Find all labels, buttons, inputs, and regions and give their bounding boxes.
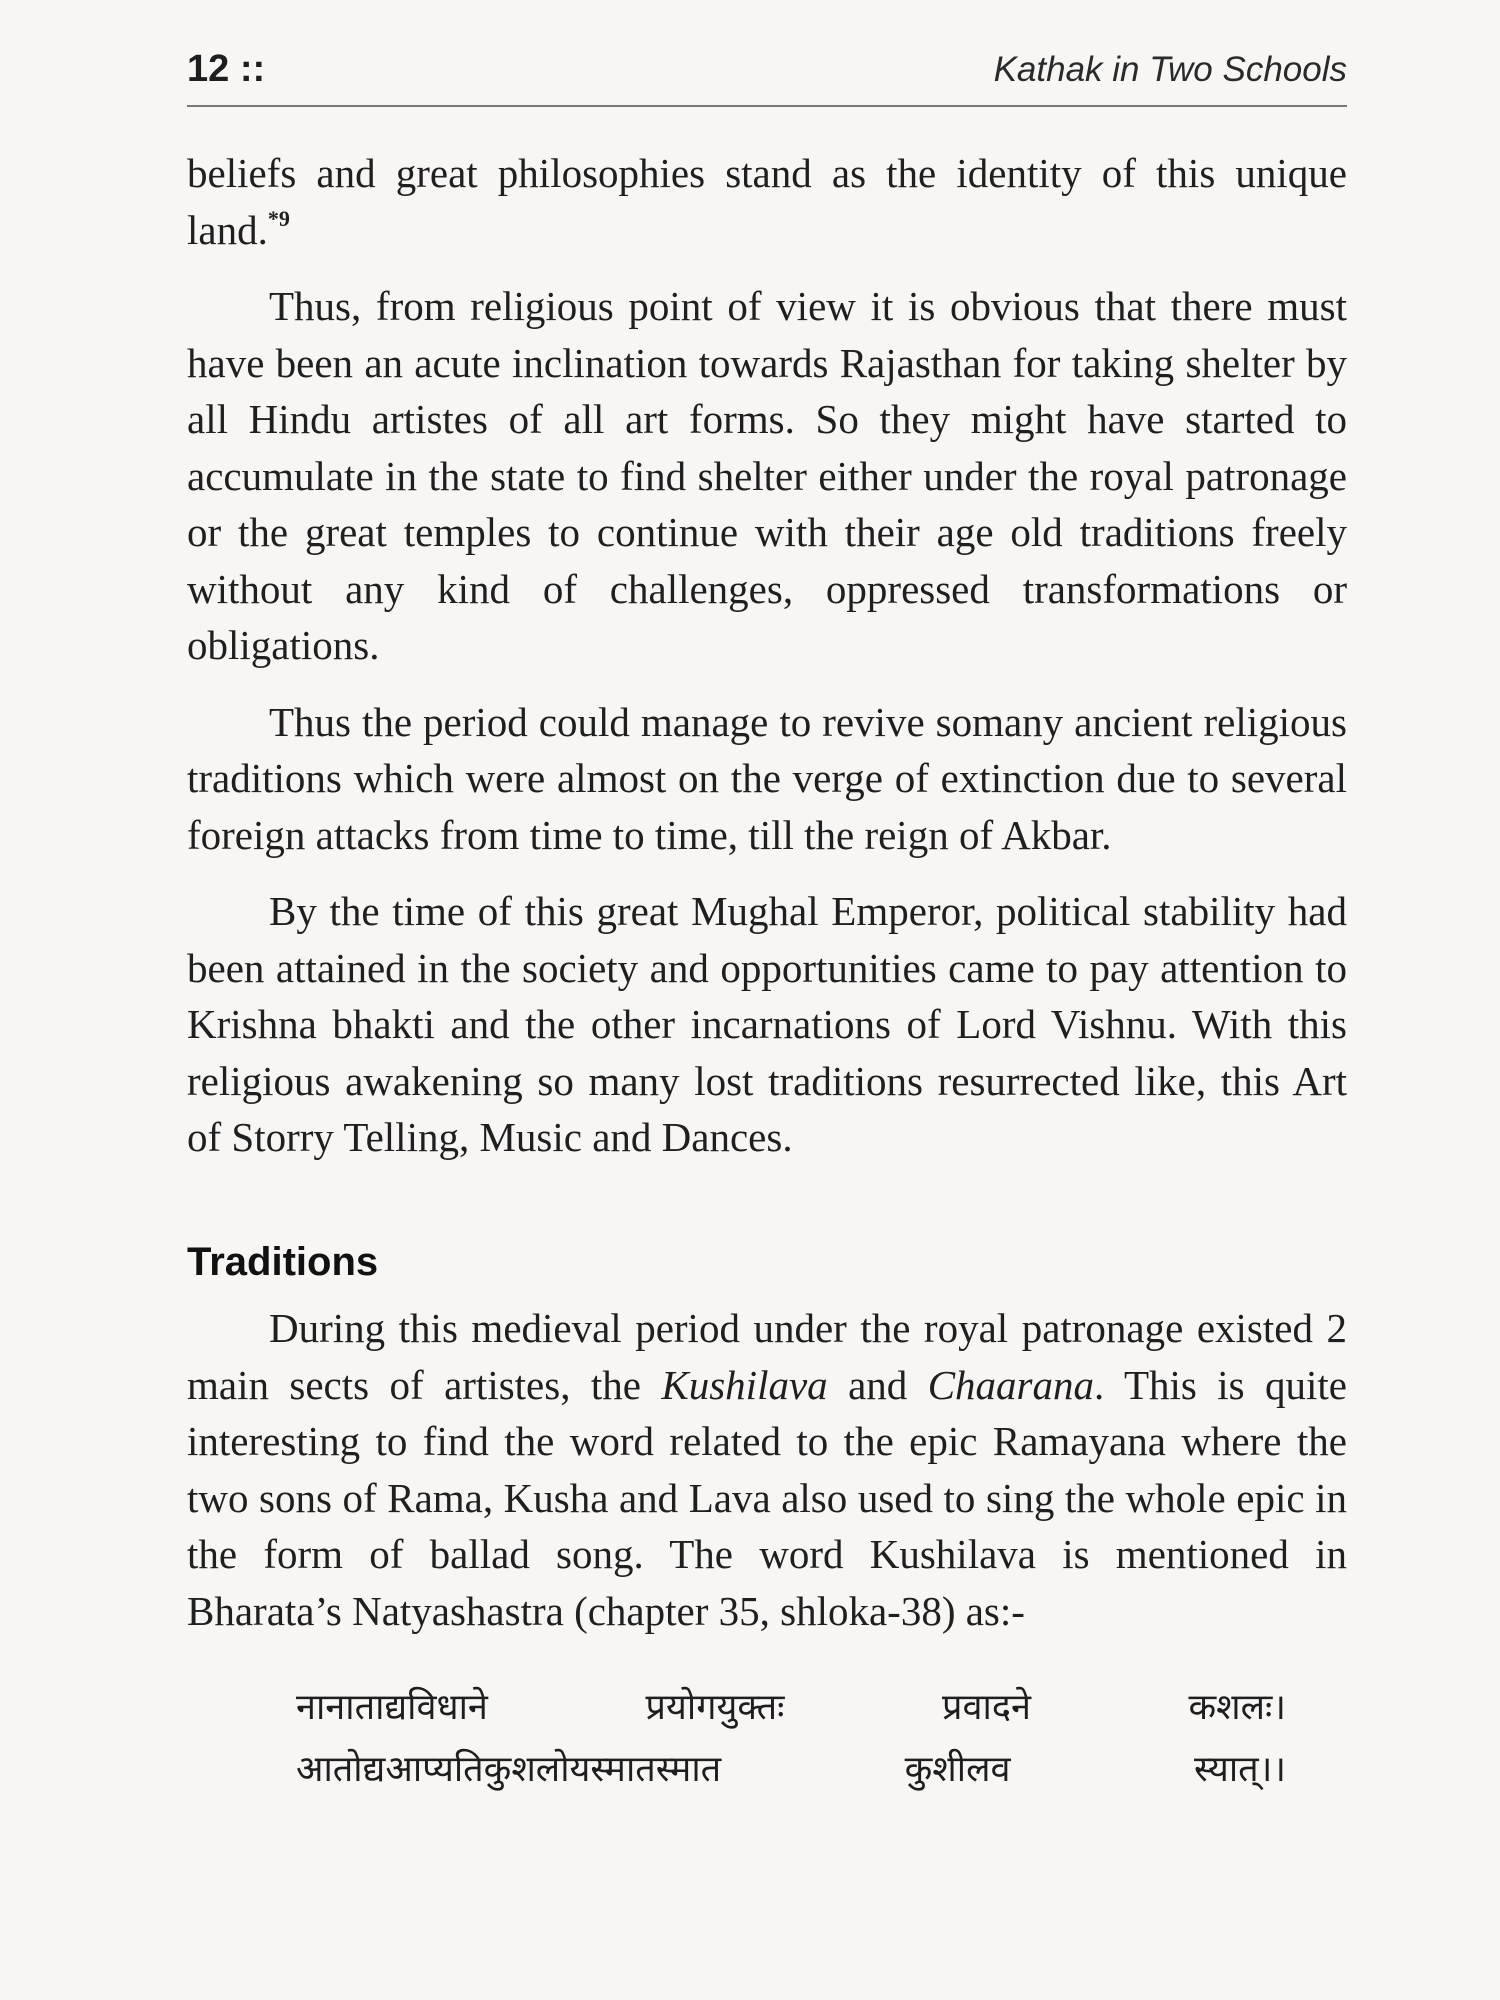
section-heading: Traditions xyxy=(187,1239,379,1284)
page-number: 12 :: xyxy=(187,48,266,90)
paragraph-2: Thus, from religious point of view it is obvious that there must have been an acute inclination towards Rajasthan for taking shelter by all Hindu artistes of all art forms. So they might have started to accumulate in the state to find shelter either under the royal patronage or the great temples to continue with their age old traditions freely without any kind of challenges, oppressed transformations or obligations. xyxy=(187,283,1347,668)
term-chaarana: Chaarana xyxy=(927,1361,1095,1408)
page-header xyxy=(187,38,1347,98)
sanskrit-verse xyxy=(296,1677,1347,1801)
running-title: Kathak in Two Schools xyxy=(993,50,1347,89)
paragraph-1: beliefs and great philosophies stand as the identity of this unique land.$^{*9}$ xyxy=(187,150,1347,253)
footnote-marker: *9 xyxy=(267,205,290,231)
verse-word: कशलः। xyxy=(1188,1687,1286,1728)
header-rule xyxy=(187,105,1347,107)
term-kushilava: Kushilava xyxy=(661,1361,828,1408)
verse-word: नानाताद्यविधाने xyxy=(296,1687,488,1728)
verse-word: प्रवादने xyxy=(942,1687,1031,1728)
paragraph-4: By the time of this great Mughal Emperor, political stability had been attained in the society and opportunities came to pay attention to Krishna bhakti and the other incarnations of Lord Vishnu. With this religious awakening so many lost traditions resurrected like, this Art of Storry Telling, Music and Dances. xyxy=(187,888,1347,1160)
verse-word: कुशीलव xyxy=(904,1749,1011,1790)
paragraph-3: Thus the period could manage to revive somany ancient religious traditions which were almost on the verge of extinction due to several foreign attacks from time to time, till the reign of Akbar. xyxy=(187,698,1347,858)
paragraph-5: During this medieval period under the royal patronage existed 2 main sects of artistes, the Kushilava and Chaarana. This is quite interesting to find the word related to the epic Ramayana where the two sons of Rama, Kusha and Lava also used to sing the whole epic in the form of ballad song. The word Kushilava is mentioned in Bharata’s Natyashastra (chapter 35, shloka-38) as:- xyxy=(187,1305,1347,1634)
verse-line-1 xyxy=(296,1677,1286,1739)
verse-word: आतोद्यआप्यतिकुशलोयस्मातस्मात xyxy=(296,1749,722,1790)
body-text xyxy=(187,145,1347,1801)
verse-word: प्रयोगयुक्तः xyxy=(645,1687,785,1728)
verse-word: स्यात्।। xyxy=(1193,1749,1286,1790)
verse-line-2 xyxy=(296,1739,1286,1801)
